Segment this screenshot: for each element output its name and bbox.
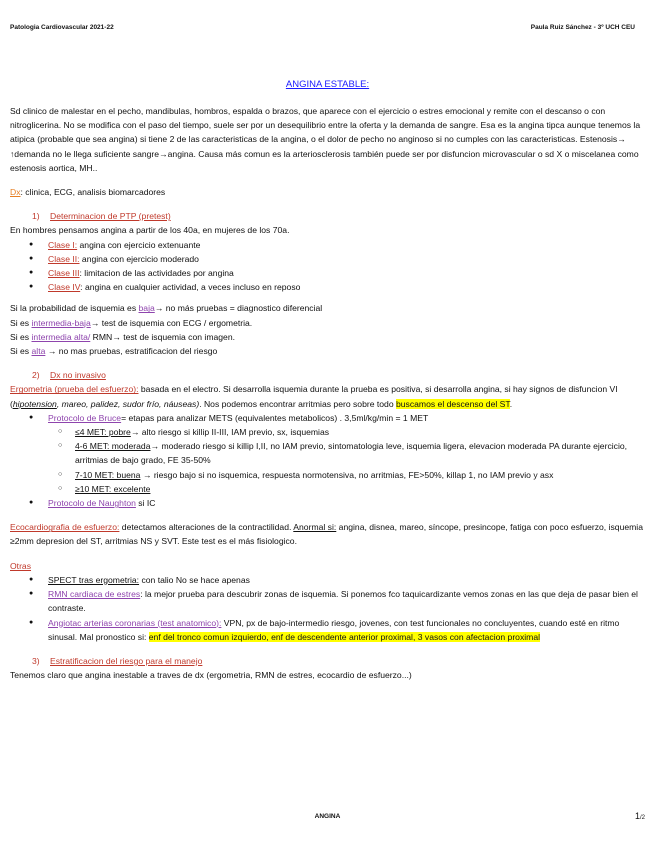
ergometria-label: Ergometria (prueba del esfuerzo): <box>10 384 139 395</box>
section-2-title: Dx no invasivo <box>50 370 106 381</box>
page-total: /2 <box>639 815 645 821</box>
met-label: ≥10 MET: excelente <box>75 483 151 494</box>
met-label: 7-10 MET: buena <box>75 469 141 480</box>
otras-item-label: SPECT tras ergometria: <box>48 574 140 585</box>
section-1-title: Determinacion de PTP (pretest) <box>50 211 171 222</box>
bruce-item <box>10 411 643 425</box>
prob-line <box>10 344 643 358</box>
prob-pre: Si la probabilidad de isquemia es <box>10 303 139 314</box>
header-left: Patologia Cardiovascular 2021-22 <box>10 24 114 31</box>
prob-key: intermedia alta/ <box>31 331 91 342</box>
otras-item-highlight: enf del tronco comun izquierdo, enf de descendente anterior proximal, 3 vasos con afectacion proximal <box>148 631 541 642</box>
section-3-heading <box>32 654 643 668</box>
naughton-text: si IC <box>135 498 156 509</box>
met-text: → riesgo bajo si no isquemica, respuesta normotensiva, no arritmias, FE>50%, killap 1, no IAM previo y asx <box>140 469 554 480</box>
dx-text: : clinica, ECG, analisis biomarcadores <box>20 187 166 198</box>
clase-label: Clase III <box>48 268 80 279</box>
bruce-label: Protocolo de Bruce <box>48 412 122 423</box>
s1-line: En hombres pensamos angina a partir de los 40a, en mujeres de los 70a. <box>10 225 290 236</box>
met-text: → moderado riesgo si killip I,II, no IAM previo, sintomatologia leve, isquemia ligera, elevacion moderada PA durante ejercicio, arritmias de bajo grado, FE 35-50% <box>75 441 628 466</box>
prob-key: baja <box>138 303 155 314</box>
page-current: 1 <box>634 811 640 821</box>
prob-pre: Si es <box>10 331 32 342</box>
section-2-number: 2) <box>32 370 40 381</box>
otras-item-label: RMN cardiaca de estres <box>48 589 141 600</box>
clase-item <box>10 238 643 252</box>
section-3-title: Estratificacion del riesgo para el manejo <box>50 655 203 666</box>
met-item <box>10 425 643 439</box>
eco-text: detectamos alteraciones de la contractilidad. <box>119 522 294 533</box>
section-2-heading <box>32 368 643 382</box>
page-title: ANGINA ESTABLE: <box>285 79 370 90</box>
document-body <box>10 104 643 682</box>
met-item <box>10 439 643 467</box>
prob-line <box>10 301 643 315</box>
otras-item <box>10 616 643 644</box>
clase-text: : angina en cualquier actividad, a veces incluso en reposo <box>80 282 301 293</box>
dx-line <box>10 185 643 199</box>
clase-item <box>10 266 643 280</box>
otras-item <box>10 573 643 587</box>
met-label: ≤4 MET: pobre <box>75 427 131 438</box>
page-number <box>635 811 645 821</box>
eco-label: Ecocardiografia de esfuerzo: <box>10 522 120 533</box>
met-label: 4-6 MET: moderada <box>75 441 151 452</box>
intro-paragraph: Sd clinico de malestar en el pecho, mandibulas, hombros, espalda o brazos, que aparece con el ejercicio o estres emocional y remite con el descanso o con nitroglicerina. No se modifica con el paso del tiempo, suele ser por un desequilibrio entre la oferta y la demanda de sangre. Esa es la angina tipca aunque tenemos la atipica (probable que sea angina) si tiene 2 de las caracteristicas de la angina, o el dolor de pecho no anginoso si no cumples con las caracteristicas. Estenosis→ ↑demanda no le llega suficiente sangre→angina. Causa más comun es la arteriosclerosis también puede ser por disfuncion microvascular o sd X o miscelanea como estenosis aortica, MH.. <box>10 106 641 173</box>
naughton-label: Protocolo de Naughton <box>48 498 136 509</box>
section-1-heading <box>32 209 643 223</box>
ergometria-italic-ul: hipotension <box>12 398 57 409</box>
s3-line: Tenemos claro que angina inestable a traves de dx (ergometria, RMN de estres, ecocardio de esfuerzo...) <box>10 670 412 681</box>
prob-line <box>10 316 643 330</box>
clase-item <box>10 252 643 266</box>
otras-label: Otras <box>10 560 32 571</box>
clase-text: angina con ejercicio moderado <box>79 253 199 264</box>
section-3-number: 3) <box>32 655 40 666</box>
met-item <box>10 468 643 482</box>
ergometria-text-2: . Nos podemos encontrar arritmias pero sobre todo <box>199 398 396 409</box>
ergometria-end: . <box>509 398 513 409</box>
prob-post: RMN→ test de isquemia con imagen. <box>90 331 235 342</box>
dx-label: Dx <box>10 187 21 198</box>
prob-key: alta <box>31 346 46 357</box>
clase-label: Clase II: <box>48 253 80 264</box>
eco-paragraph <box>10 520 643 548</box>
prob-key: intermedia-baja <box>31 317 91 328</box>
ergometria-text: basada en el electro. Si desarrolla isquemia durante la prueba es positiva, si desarrolla angina, si hay signos de disfuncion VI ( <box>10 384 618 409</box>
otras-item-label: Angiotac arterias coronarias (test anatomico): <box>48 617 222 628</box>
prob-post: → no más pruebas = diagnostico diferencial <box>154 303 323 314</box>
ergometria-paragraph <box>10 382 643 410</box>
prob-post: → test de isquemia con ECG / ergometria. <box>90 317 253 328</box>
header-right: Paula Ruiz Sánchez - 3º UCH CEU <box>530 24 635 31</box>
footer-title: ANGINA <box>314 813 341 820</box>
naughton-item <box>10 496 643 510</box>
section-1-number: 1) <box>32 211 40 222</box>
prob-pre: Si es <box>10 346 32 357</box>
met-text: → alto riesgo si killip II-III, IAM previo, sx, isquemias <box>130 427 330 438</box>
otras-item-text: VPN, px de bajo-intermedio riesgo, jovenes, con test funcionales no concluyentes, cuando esté en ritmo sinusal. Mal pronostico si: <box>48 617 620 642</box>
clase-text: angina con ejercicio extenuante <box>77 239 201 250</box>
clase-item <box>10 280 643 294</box>
clase-label: Clase I: <box>48 239 78 250</box>
eco-text-2: angina, disnea, mareo, síncope, presincope, fatiga con poco esfuerzo, isquemia ≥2mm depresion del ST, arritmias NS y SVT. Este test es el más fisiologico. <box>10 522 643 547</box>
prob-post: → no mas pruebas, estratificacion del riesgo <box>45 346 218 357</box>
ergometria-highlight: buscamos el descenso del ST <box>396 398 510 409</box>
otras-item-text: con talio No se hace apenas <box>139 574 250 585</box>
met-item <box>10 482 643 496</box>
bruce-text: = etapas para analizar METS (equivalentes metabolicos) . 3,5ml/kg/min = 1 MET <box>121 412 429 423</box>
prob-pre: Si es <box>10 317 32 328</box>
clase-text: : limitacion de las actividades por angina <box>79 268 234 279</box>
clase-label: Clase IV <box>48 282 81 293</box>
ergometria-italic: , mareo, palidez, sudor frío, náuseas) <box>56 398 200 409</box>
eco-anormal: Anormal si: <box>293 522 337 533</box>
otras-item <box>10 587 643 615</box>
otras-item-text: : la mejor prueba para descubrir zonas de isquemia. Si ponemos fco taquicardizante vemos zonas en las que deja de pasar bien el contraste. <box>48 589 638 614</box>
prob-line <box>10 330 643 344</box>
